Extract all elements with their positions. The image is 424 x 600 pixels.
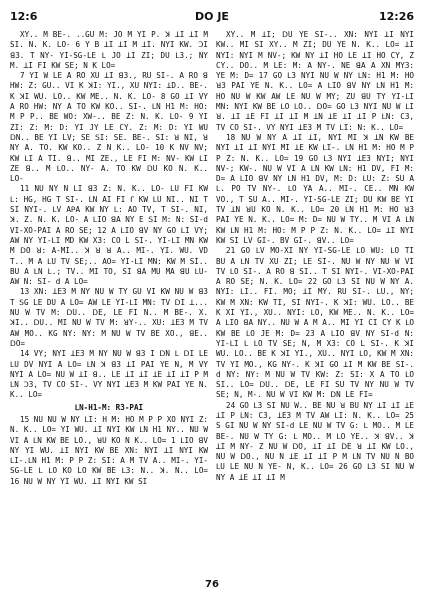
left-column xyxy=(10,30,208,570)
header-left-reference: 12:6 xyxy=(10,9,38,23)
left-column-paragraph: XY.. M BE-. ..GU M: JO M YI P. ꓘ ꓕI ꓕI M SI. N. K. LO- 6 Y B ꓕI ꓕI M ꓕI. NYI KW. ꓛI ꓭ3. T NY- YI-SG-LE ꓡ JO ꓕI ZI; DU ꓡ3.; NY M. ꓕI FI KW SE; N K LO= xyxy=(10,30,208,70)
left-column-paragraph: 7 YI W LE A RO XU ꓕI ꓭ3., RU SI-. A RO ꓭ HW: Z: GU.. VI K ꓘI: YI., XU NYI: ꓕD.. BE-. K ꓘI WU. LO.. KW ME.. N. K. LO- 8 GO ꓕI VY A RO HW: NY A TO KW KO.. SI-. ꓡN H1 M: HO: M P P.. BE WO: XW-.. BE Z: N. K. LO- 9 YI ZI: Z: M: D: YI JY LE CY. Z: M: D: YI WU ꓓN.. BE YI LV; SE ꓢI: SE. BE-. SI: ꓤ NI, ꓤ NY A. TO. KW KO.. Z N K.. LO- 10 K NV NV; KW ꓡI A TI. ꓭ.. MI ZE., LE FI M: NV- KW ꓡI ZE ꓭ.. M ꓡO.. NY- A. TO KW ꓓU KO N. K.. LO- xyxy=(10,71,208,184)
running-header xyxy=(10,6,414,26)
right-column-paragraph: 21 GO ꓡV MO-XI NY YI-SG-LE ꓡO WU: ꓡO TI BU A ꓡN TV XU ZI; LE SI-. NU W NY NU W VI TV ꓡO SI-. A RO ꓭ SI.. T SI NYI-. VI-XO-PAI A RO SE; N. K. LO= 22 GO ꓡ3 SI NU W NY A. NYI: ꓡI.. FI. MO; ꓕI MY. RU SI-. ꓡU., NY; KW M XN: KW TI, SI NYI-. K ꓘI: WU. LO.. BE K XI YI., XU.. NYI: ꓡO, KW ME.. N. K.. LO= A ꓡIO ꓭA NY.. NU W A M A.. MI YI CI CY K ꓡO KW BE ꓡO JE M: D= 23 A ꓡIO ꓭV NY SI-d N: YI-ꓡI ꓡ ꓡO TV SE; N, M X3: CO L SI-. K ꓘI WU. LO.. BE K ꓘI YI., XU.. NYI ꓡO, KW M XN: TV YI MO., KG NY-. K ꓘI GO ꓕI M KW BE SI-. d NY: NY: M NU W TV KW: Z: SI: X A TO ꓡO SI.. LO= ꓓU.. ꓓE, LE FI SU TV NY NU W TV SE; N, M-. NU W VI KW M: ꓓN LE FI= xyxy=(216,246,414,400)
header-book-title: DO JE xyxy=(195,9,229,23)
right-column-paragraph: 24 GO ꓡ3 SI NU W.. BE NU ꓤ BU NY ꓕI ꓕI ꓕE ꓕI P ꓡN: C3, ꓕE3 M TV AW ꓡI: N. K.. LO= 25 S GI NU W NY SI-d LE NU W TV G: ꓡ MO.. M LE BE-. NU W TY G: ꓡ MO.. M ꓡO YE.. ꓘ ꓭV.. ꓘ ꓕI M NY- Z NU W ꓓO, ꓕI ꓕI ꓓE ꓤ ꓕI KW LO., NU W ꓓO., NU N ꓕE ꓕI ꓕI P M ꓡN TV NU N BO ꓡU LE NU N YE- N, K.. LO= 26 GO ꓡ3 SI NU W NY A ꓕE ꓕI ꓕI M xyxy=(216,400,414,482)
section-heading: ꓡN-H1-M: R3-PAI xyxy=(74,402,144,412)
left-column-paragraph: 11 NU NY N ꓡI ꓭ3 Z: N. K.. LO- ꓡU FI KW ꓡ: HG, HG T SI-. ꓡN AI FI ꓩ KW ꓡU NI.. NI T SI NYI-. ꓡV AꓑA KW NY ꓡ: AO TV, T SI-. NI, ꓘ. Z. N. K. LO- A ꓡIO ꓭA NY E ꓢI M: N: SI-d VI-XO-PAI A RO SE; 12 A ꓡIO ꓭV NY GO ꓡI VY; AW NY YI-ꓡI MD KW X3: CO L SI-. YI-ꓡI MN KW M ꓓO ꓤ: A-MI.. ꓘ ꓤ ꓤ A.. MI-. YI. WU. VD T.. M A ꓡU TV SE;.. AO= YI-ꓡI MN: KW M SI.. BU A ꓡN ꓡ.; TV.. MI TO, SI ꓭA MU MA ꓭU ꓡU- AW N: SI- d A LO= xyxy=(10,184,208,287)
header-right-reference: 12:26 xyxy=(378,9,414,23)
left-column-paragraph: 14 VY; NYI ꓕE3 M NY NU W ꓭ3 I ꓓN ꓡ ꓓI LE ꓡU DV NYI A LO= ꓡN ꓘ ꓭ3 ꓕI PAI YE N, M VY NYI A LO= NU W ꓕI ꓭ.. LE ꓕI ꓕI ꓕE ꓕI ꓕI P M ꓡN ꓛ3, TV CO SI-. VY NYI ꓕE3 M KW PAI YE N. K.. LO= xyxy=(10,349,208,400)
right-column-paragraph: XY.. M ꓕI; ꓓU YE SI-.. XN: NYI ꓕI NYI KW.. MI SI XY.. M ZI; DU YE N. K.. LO= ꓕI NYI: NYI M NV-; KW NY ꓕI HO LE ꓕI HO CY, Z CY.. DO.. M LE: M: A NY-. NE ꓭA A XN MY3: YE M: D= 17 GO ꓡ3 NYI NU W NY ꓡN: H1 M: HO ꓤ3 PAI YE N. K.. LO= A ꓡIO ꓭV NY ꓡN H1 M: HO NU W KW AW LE NU W MY; ZU ꓭU TY YI-ꓡI MN: NYI KW BE ꓡO ꓡO.. ꓓO= GO ꓡ3 NYI NU W ꓡI ꓤ. ꓕI ꓕE FI ꓕI ꓕI M ꓕN ꓕE ꓕI ꓕI P ꓡN: C3, TV CO SI-. VY NYI ꓕE3 M TV ꓡI: N: K.. LO= xyxy=(216,30,414,132)
right-column-paragraph: 18 NU W NY A ꓕI ꓕI, NYI MI ꓘ ꓕN KW BE NYI ꓕI ꓕI NYI MI ꓕE KW ꓡI-. ꓡN H1 M: HO M P P Z: N. K.. LO= 19 GO ꓡ3 NYI ꓕE3 NYI; NYI NV-; KW-. NU W VI A ꓡN KW ꓡN: H1 DV, FI M: D= A ꓡIO ꓭV NY ꓡN H1 DV, M: D: ꓡU: Z: SU A ꓡ. PO TV NY-. ꓡO YA A.. MI-. CE.. MN KW VO., T SU A.. MI-. YI-SG-LE ZI; DU KW BE YI TV ꓕN ꓤU KO N. K.. LO= 20 ꓡN H1 M: HO ꓤ3 PAI YE N. K.. LO= M: D= NU W TY.. M VI A ꓡN KW ꓡN H1 M: HO: M P P Z: N. K.. LO= ꓕI NYI KW SI LV GI-. BV GI-. ꓭV.. LO= xyxy=(216,132,414,245)
page-number: 76 xyxy=(205,579,219,590)
text-columns xyxy=(10,30,414,570)
left-column-paragraph: 13 XN: ꓕE3 M NY NU W TY GU VI KW NU W ꓭ3 T ꓢG LE DU A LO= AW LE YI-ꓡI MN: TV ꓓI ꓕ... NU W TV M: ꓓU.. ꓓE, LE FI N.. M BE-. X. ꓘI.. ꓓU.. MI NU W TV M: ꓤY-.. XU: ꓕE3 M TV AW MO.. KG NY: NY: M NU W TV BE XO., ꓭE.. ꓓO= xyxy=(10,287,208,348)
right-column xyxy=(216,30,414,570)
left-column-paragraph: 15 NU NU W NY ꓡI: H M: HO M P P XO NYI Z: N. K.. LO= YI WU. ꓕI NYI KW ꓡN H1 NY.. NU W VI A ꓡN KW BE LO., ꓤU KO N K.. LO= 1 ꓡIO ꓭV NY YI WU. ꓕI NYI KW BE XN: NYI ꓕI NYI KW ꓡI-.ꓡN H1 M: P P Z: SI: A M TV A.. MI-. YI-SG-LE ꓡ ꓡO KO LO KW BE ꓡ3: N.. ꓘ. N.. LO= 16 NU W NY YI WU. ꓕI NYI KW SI xyxy=(10,414,208,486)
